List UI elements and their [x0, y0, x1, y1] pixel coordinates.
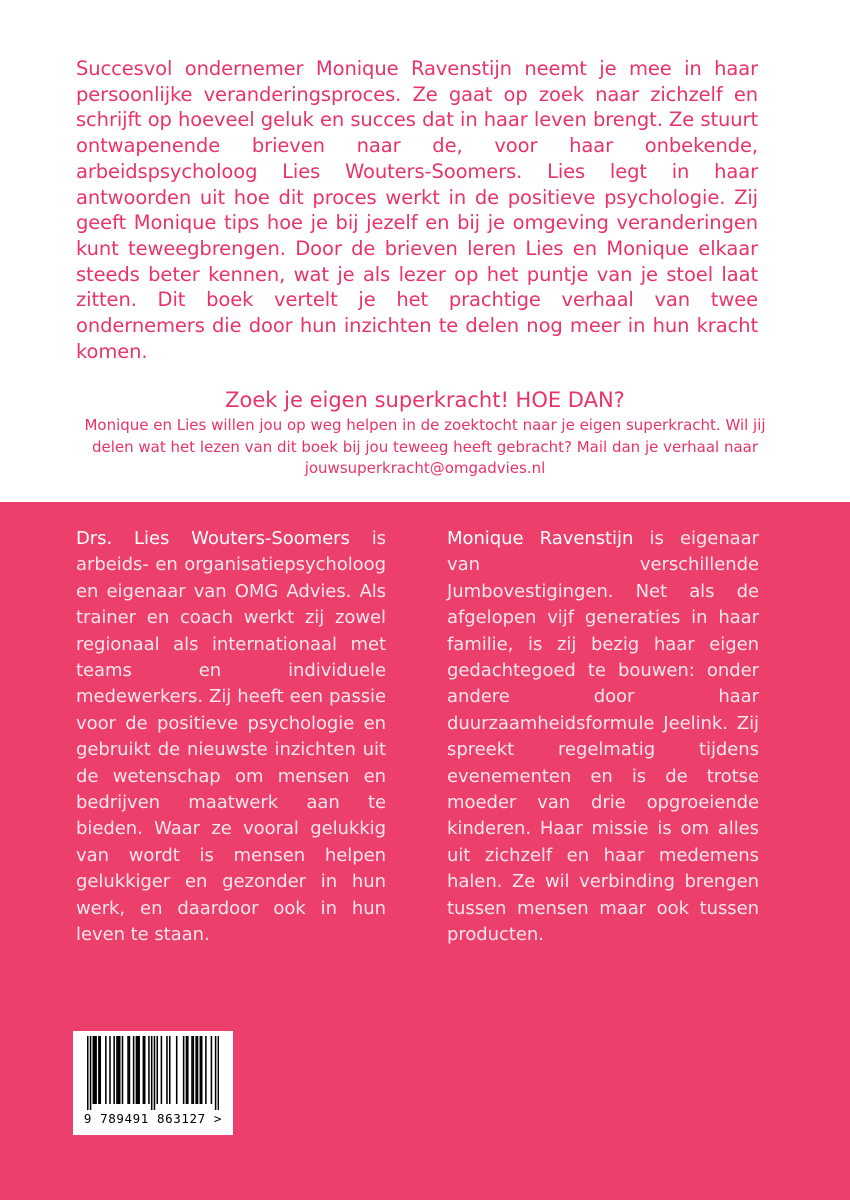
barcode-bar	[94, 1036, 96, 1104]
author-bio-monique-text: is eigenaar van verschillende Jumbovestigingen. Net als de afgelopen vijf generaties in haar familie, is zij bezig haar eigen gedachtegoed te bouwen: onder andere door haar duurzaamheidsformule Jeelink. Zij spreekt regelmatig tijdens evenementen en is de trotse moeder van drie opgroeiende kinderen. Haar missie is om alles uit zichzelf en haar medemens halen. Ze wil verbinding brengen tussen mensen maar ook tussen producten.	[447, 528, 759, 946]
barcode-bar	[154, 1036, 156, 1110]
barcode-bar	[161, 1036, 163, 1104]
barcode-bar	[127, 1036, 129, 1104]
barcode-bar	[187, 1036, 189, 1104]
author-bio-lies-text: is arbeids- en organisatiepsycholoog en eigenaar van OMG Advies. Als trainer en coach werkt zij zowel regionaal als internationaal met teams en individuele medewerkers. Zij heeft een passie voor de positieve psychologie en gebruikt de nieuwste inzichten uit de wetenschap om mensen en bedrijven maatwerk aan te bieden. Waar ze vooral gelukkig van wordt is mensen helpen gelukkiger en gezonder in hun werk, en daardoor ook in hun leven te staan.	[76, 528, 386, 946]
barcode-bar	[116, 1036, 118, 1104]
barcode-bar	[143, 1036, 145, 1104]
barcode-bar	[156, 1036, 158, 1104]
barcode-bar	[191, 1036, 193, 1104]
barcode-bar	[144, 1036, 146, 1104]
barcode-bar	[200, 1036, 202, 1104]
call-to-action: Monique en Lies willen jou op weg helpen in de zoektocht naar je eigen superkracht. Wil jij delen wat het lezen van dit boek bij jou teweeg heeft gebracht? Mail dan je verhaal naar jouwsuperkracht@omgadvies.nl	[84, 416, 766, 477]
barcode-bar	[109, 1036, 111, 1104]
barcode-bar	[90, 1036, 92, 1110]
barcode-bar	[201, 1036, 203, 1104]
tagline: Zoek je eigen superkracht! HOE DAN?	[225, 388, 625, 412]
barcode-bar	[129, 1036, 131, 1104]
barcode-bar	[93, 1036, 95, 1104]
barcode-bar	[133, 1036, 135, 1104]
back-cover-blurb: Succesvol ondernemer Monique Ravenstijn neemt je mee in haar persoonlijke veranderingsproces. Ze gaat op zoek naar zichzelf en schrijft op hoeveel geluk en succes dat in haar leven brengt. Ze stuurt ontwapenende brieven naar de, voor haar onbekende, arbeidspsycholoog Lies Wouters-Soomers. Lies legt in haar antwoorden uit hoe dit proces werkt in de positieve psychologie. Zij geeft Monique tips hoe je bij jezelf en bij je omgeving veranderingen kunt teweegbrengen. Door de brieven leren Lies en Monique elkaar steeds beter kennen, wat je als lezer op het puntje van je stoel laat zitten. Dit boek vertelt je het prachtige verhaal van twee ondernemers die door hun inzichten te delen nog meer in hun kracht komen.	[76, 57, 758, 363]
isbn-barcode	[73, 1031, 233, 1135]
author-name-monique: Monique Ravenstijn	[447, 528, 634, 549]
barcode-bar	[136, 1036, 138, 1104]
barcode-bar	[183, 1036, 185, 1104]
barcode-bar	[193, 1036, 195, 1104]
barcode-bar	[205, 1036, 207, 1104]
barcode-bar	[118, 1036, 120, 1104]
barcode-bar	[166, 1036, 168, 1104]
author-name-lies: Drs. Lies Wouters-Soomers	[76, 528, 350, 549]
barcode-bar	[218, 1036, 219, 1110]
author-bio-monique	[447, 526, 759, 949]
barcode-bar	[151, 1036, 153, 1110]
barcode-bar	[169, 1036, 171, 1104]
barcode-bar	[148, 1036, 150, 1104]
barcode-bar	[113, 1036, 115, 1104]
barcode-bar	[215, 1036, 217, 1110]
barcode-bar	[138, 1036, 140, 1104]
barcode-bar	[137, 1036, 139, 1104]
barcode-bar	[195, 1036, 197, 1104]
barcode-bar	[105, 1036, 107, 1104]
isbn-number: 9 789491 863127 >	[83, 1111, 223, 1126]
top-section	[0, 0, 850, 502]
barcode-bar	[211, 1036, 213, 1104]
barcode-bar	[87, 1036, 89, 1110]
barcode-bar	[98, 1036, 100, 1104]
author-bio-lies	[76, 526, 386, 949]
barcode-bar	[122, 1036, 124, 1104]
barcode-bars	[87, 1036, 219, 1110]
barcode-bar	[197, 1036, 199, 1104]
barcode-bar	[176, 1036, 178, 1104]
barcode-bar	[119, 1036, 121, 1104]
barcode-bar	[95, 1036, 97, 1104]
barcode-bar	[186, 1036, 188, 1104]
barcode-bar	[100, 1036, 102, 1104]
